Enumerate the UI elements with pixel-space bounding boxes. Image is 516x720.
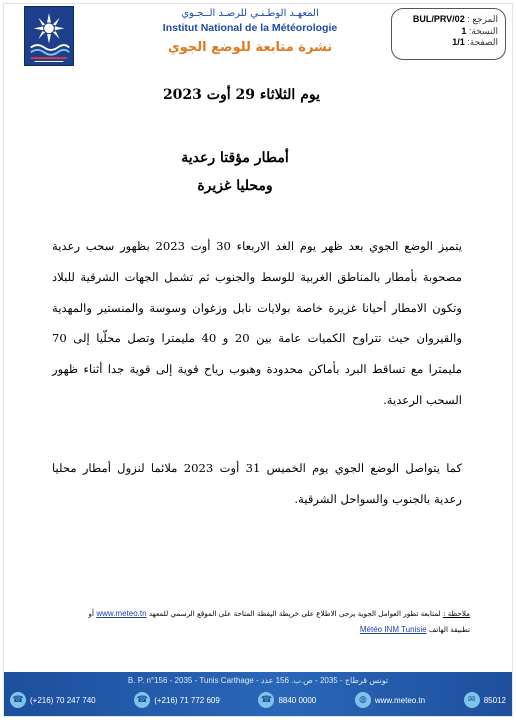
copy-label: النسخة:: [468, 25, 498, 36]
phone-4-text: 85012: [483, 695, 506, 705]
app-link[interactable]: Météo INM Tunisie: [359, 625, 427, 634]
reference-label: المرجع :: [467, 14, 498, 24]
bulletin-title: نشرة متابعة للوضع الجوي: [167, 40, 333, 55]
page-line: [396, 37, 498, 49]
phone-1-text: (+216) 70 247 740: [30, 695, 96, 705]
sun-wave-logo-icon: [25, 7, 73, 65]
contact-website[interactable]: [355, 692, 425, 708]
footer-website-text[interactable]: www.meteo.tn: [374, 695, 426, 705]
inm-logo: [24, 6, 74, 66]
forecast-paragraph-2: كما يتواصل الوضع الجوي يوم الخميس 31 أوت 2023 ملائما لنزول أمطار محليا رعدية بالجنوب والسواحل الشرقية.: [52, 461, 462, 506]
reference-line: [396, 14, 498, 26]
contact-phone-1: [10, 692, 96, 708]
note-block: [40, 606, 470, 638]
copy-value: 1: [461, 25, 467, 36]
website-link[interactable]: www.meteo.tn: [96, 609, 147, 618]
message-icon: ✉: [464, 692, 480, 708]
page-value: 1/1: [452, 37, 465, 47]
globe-icon: ◍: [355, 692, 371, 708]
phone-icon: ☎: [10, 692, 26, 708]
note-tag: ملاحظة :: [442, 609, 470, 618]
reference-value: BUL/PRV/02: [412, 14, 465, 24]
page-label: الصفحة:: [467, 37, 498, 47]
headline-line-1: أمطار مؤقتا رعدية: [181, 150, 289, 166]
phone-icon: ☎: [134, 692, 150, 708]
phone-icon: ☎: [258, 692, 274, 708]
copy-line: [396, 26, 498, 38]
footer-address: B. P. n°156 - 2035 - Tunis Carthage - تونس قرطاج - 2035 - ص.ب. 156 عدد: [127, 676, 389, 685]
note-text: لمتابعة تطور العوامل الجوية يرجى الاطلاع على خريطة اليقظة المتاحة على الموقع الرسمي للمعهد: [148, 609, 441, 618]
institute-name-fr: Institut National de la Météorologie: [162, 22, 338, 34]
forecast-paragraph-1: يتميز الوضع الجوي بعد ظهر يوم الغد الاربعاء 30 أوت 2023 بظهور سحب رعدية مصحوبة بأمطار بالمناطق الغربية للوسط والجنوب ثم تشمل الجهات الشرقية للبلاد وتكون الامطار أحيانا غزيرة خاصة بولايات نابل وزغوان وسوسة والمنستير والمهدية والقيروان حيث تتراوح الكميات عامة بين 20 و 40 مليمترا وتصل محلّيا إلى 70 مليمترا مع تساقط البرد بأماكن محدودة وهبوب رياح قوية إلى قوية جدا أثناء ظهور السحب الرعدية.: [52, 239, 463, 407]
phone-3-text: 8840 0000: [278, 695, 317, 705]
bulletin-date: يوم الثلاثاء 29 أوت 2023: [162, 87, 320, 103]
headline-line-2: ومحليا غزيرة: [197, 178, 273, 194]
contact-sms: [464, 692, 506, 708]
phone-2-text: (+216) 71 772 609: [154, 695, 220, 705]
contact-phone-2: [134, 692, 220, 708]
institute-name-ar: المعهـد الوطـنـي للرصـد الــجـوي: [181, 8, 319, 19]
contact-phone-3: [258, 692, 316, 708]
footer-bar: [4, 672, 512, 716]
note-conjunction: أو: [88, 609, 95, 618]
reference-box: [391, 8, 506, 60]
footer-contacts: [10, 692, 506, 708]
app-prefix: تطبيقة الهاتف: [428, 625, 470, 634]
